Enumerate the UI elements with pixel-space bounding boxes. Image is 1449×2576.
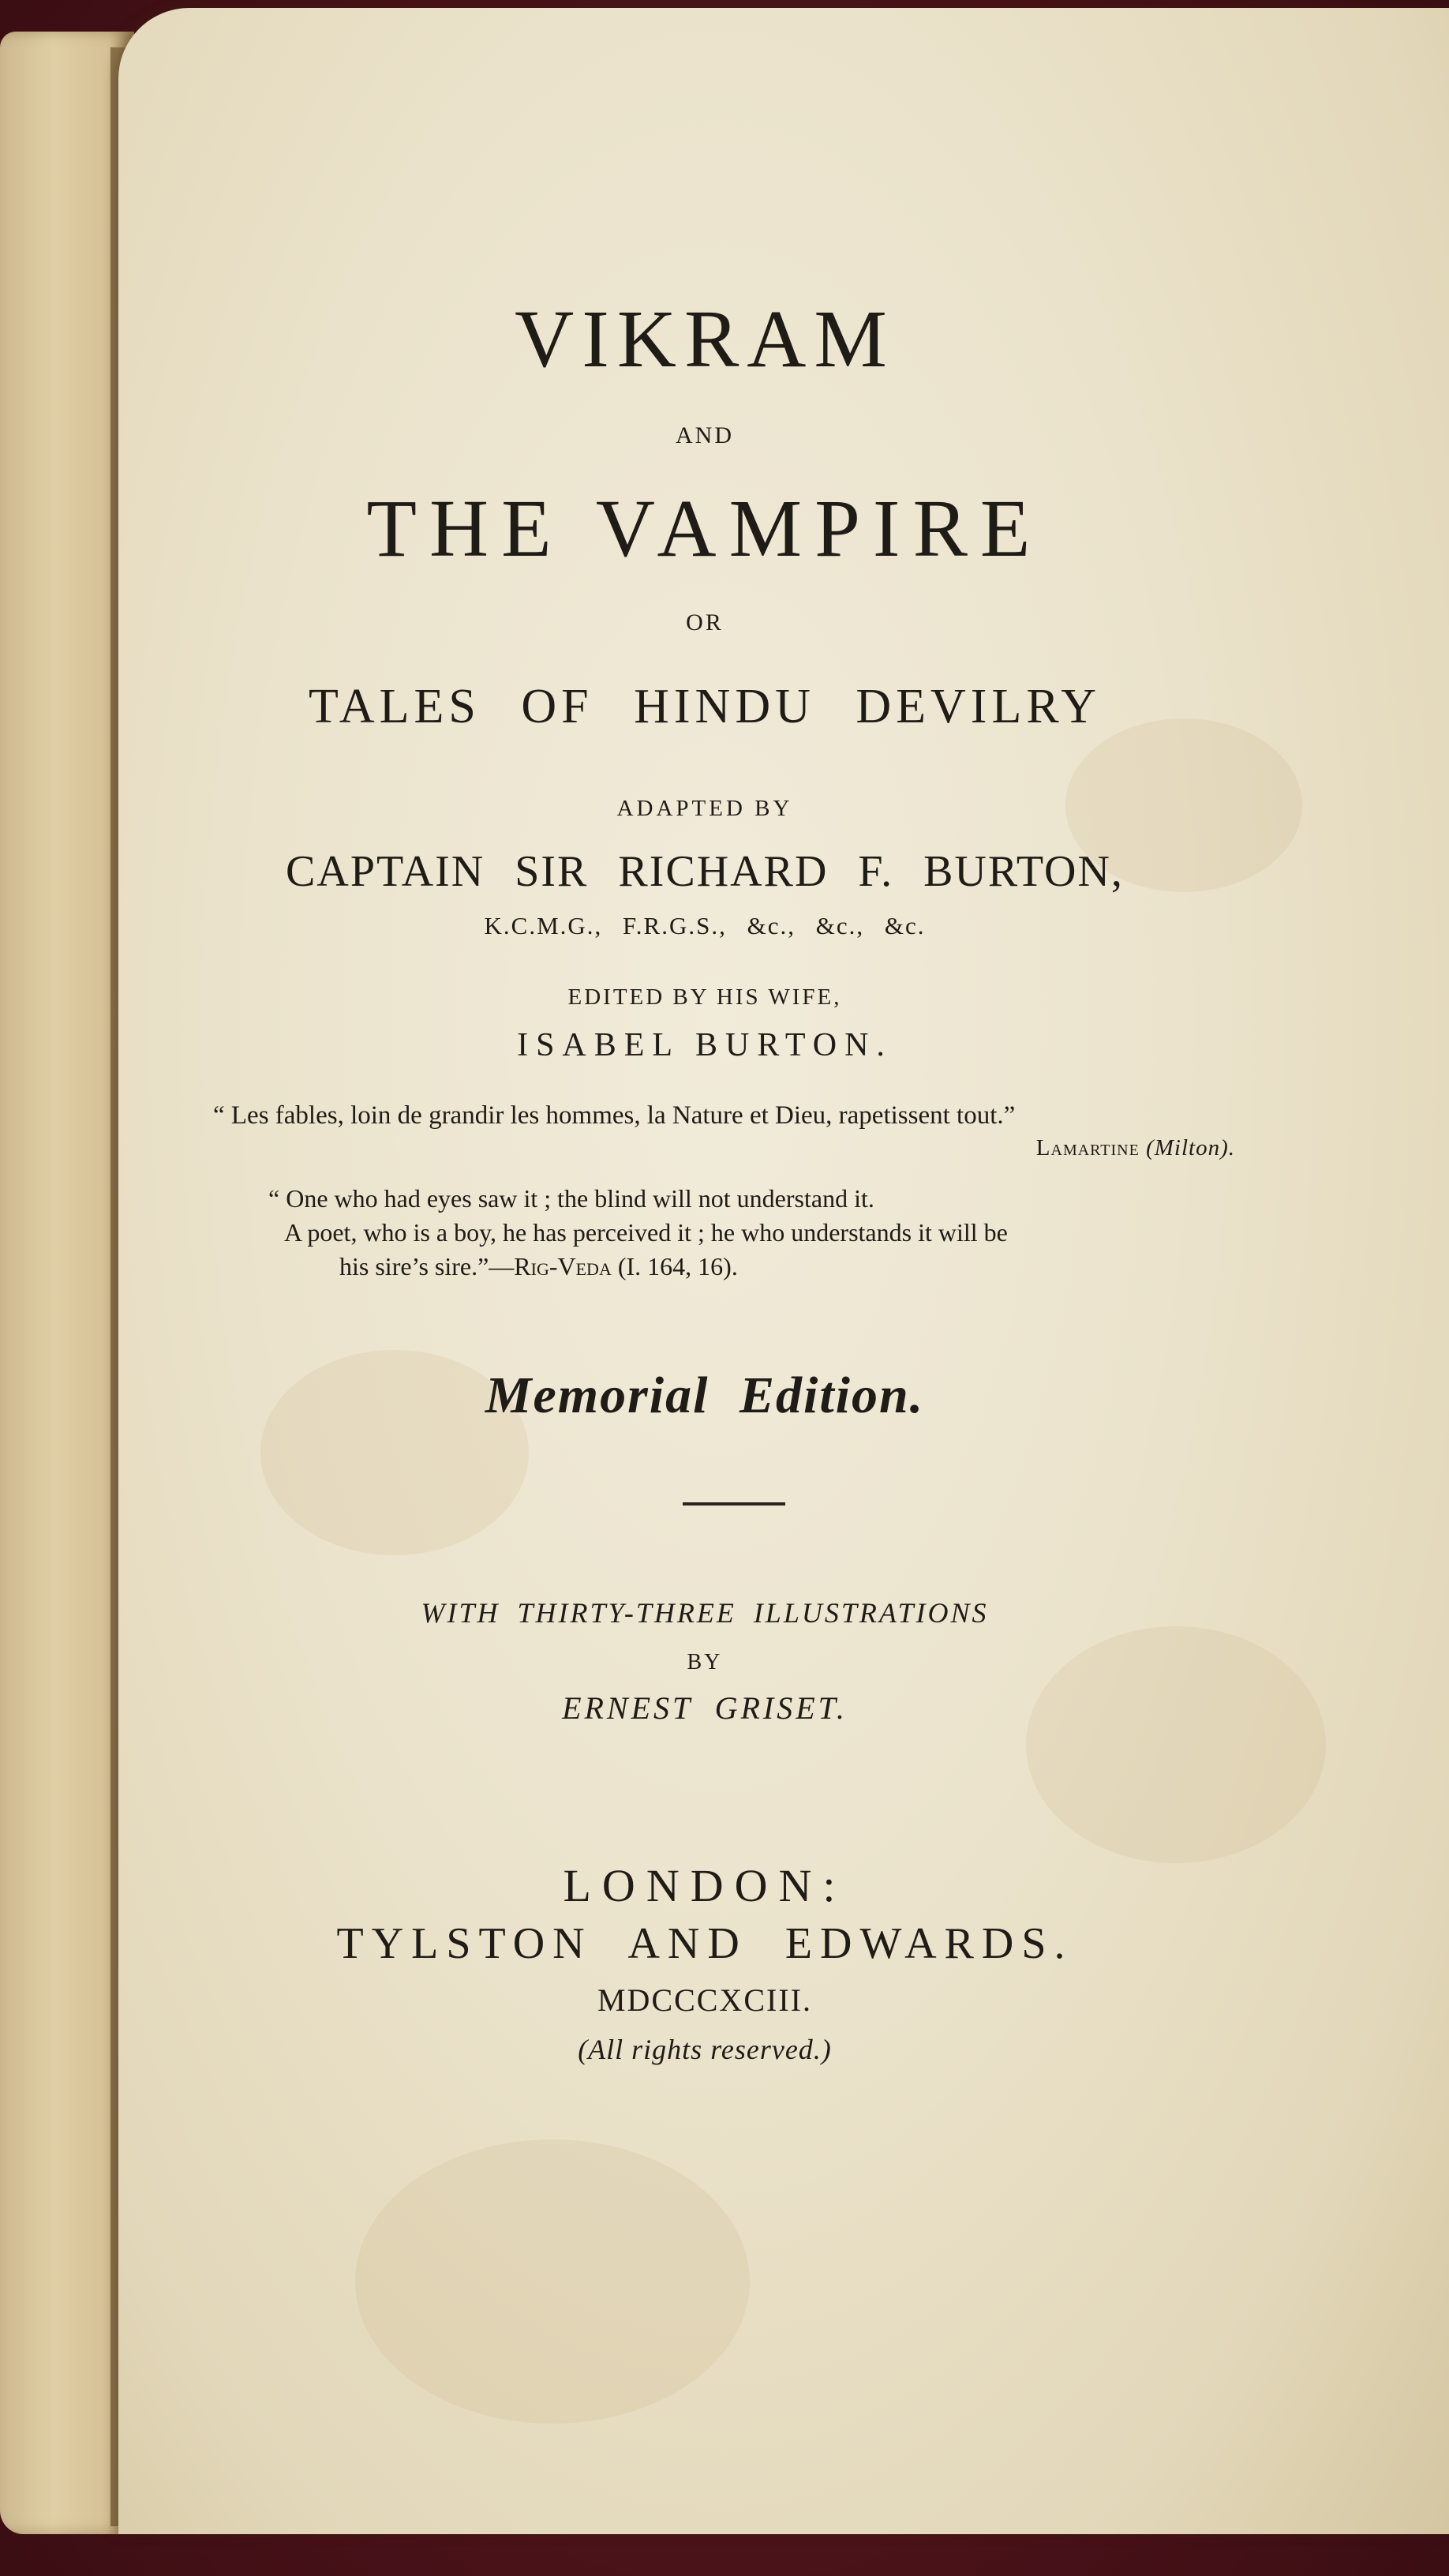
imprint-publisher: TYLSTON AND EDWARDS. [336,1919,1073,1968]
author-name: CAPTAIN SIR RICHARD F. BURTON, [286,847,1124,896]
epigraph-2-line-1: “ One who had eyes saw it ; the blind will not understand it. [268,1184,874,1213]
epigraph-2-source: Rig-Veda [514,1252,612,1281]
illustrator-name: ERNEST GRISET. [562,1690,848,1726]
by-label: BY [687,1650,723,1674]
edited-by-label: EDITED BY HIS WIFE, [567,984,842,1010]
title-line-2: THE VAMPIRE [366,483,1043,574]
epigraph-1-author: Lamartine [1035,1135,1140,1161]
divider-rule [683,1502,785,1505]
epigraph-2-line-3 [339,1252,1365,1281]
imprint-city: LONDON: [563,1860,847,1911]
epigraph-2-reference: (I. 164, 16). [617,1252,738,1281]
conjunction-and: AND [676,422,734,448]
epigraph-2-line-3-text: his sire’s sire.”— [339,1252,515,1281]
epigraph-1-work: (Milton). [1146,1135,1235,1161]
edition-name: Memorial Edition. [485,1367,925,1424]
rights-notice: (All rights reserved.) [578,2034,832,2065]
adapted-by-label: ADAPTED BY [616,796,793,821]
editor-name: ISABEL BURTON. [517,1027,893,1063]
title-page [118,8,1449,2534]
title-page-content [118,8,1449,2534]
epigraph-2-line-2: A poet, who is a boy, he has perceived it ; he who understands it will be [284,1218,1008,1247]
epigraph-1-attribution [213,1135,1235,1161]
illustrations-note: WITH THIRTY-THREE ILLUSTRATIONS [421,1597,989,1629]
conjunction-or: OR [686,609,724,636]
subtitle: TALES OF HINDU DEVILRY [308,680,1102,733]
title-line-1: VIKRAM [515,294,895,384]
imprint-year: MDCCCXCIII. [597,1982,813,2018]
author-honors: K.C.M.G., F.R.G.S., &c., &c., &c. [484,912,926,939]
epigraph-1-text: “ Les fables, loin de grandir les hommes, la Nature et Dieu, rapetissent tout.” [213,1101,1016,1130]
